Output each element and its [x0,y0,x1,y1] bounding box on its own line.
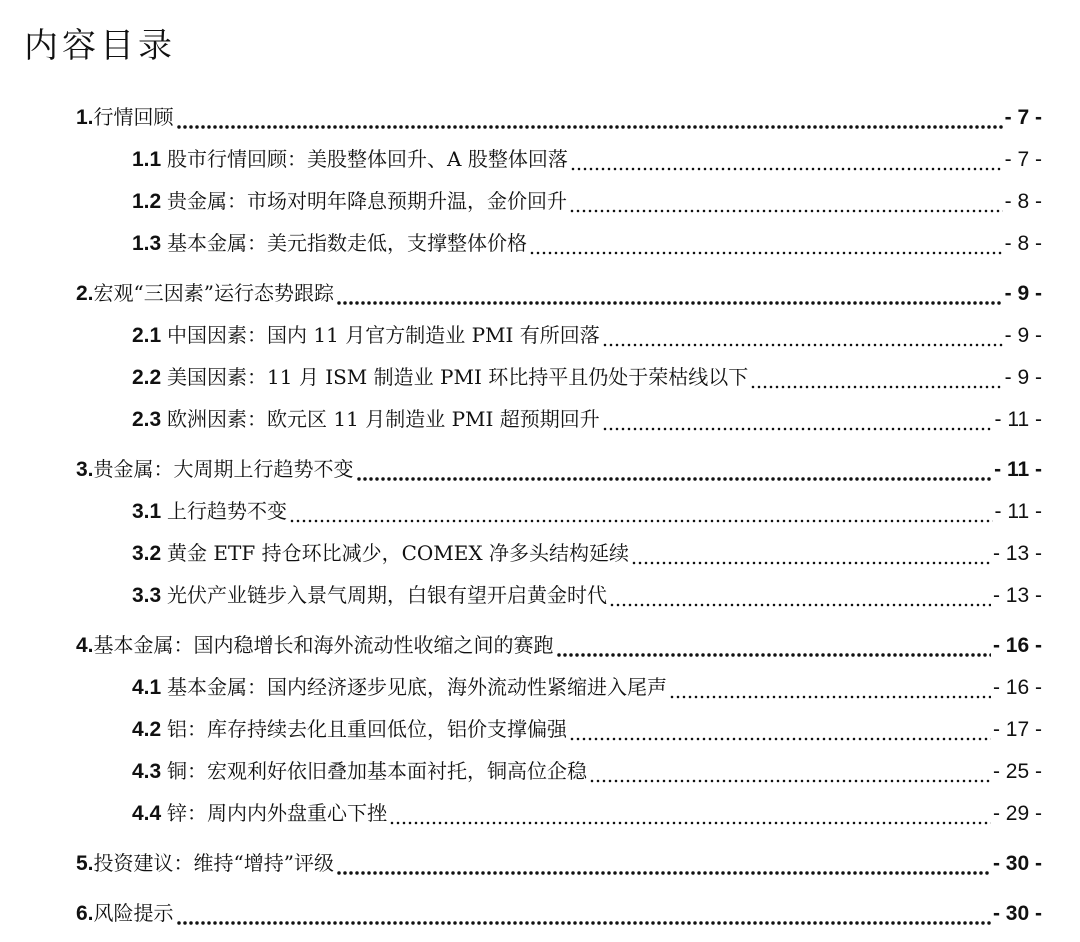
dot-leader [589,771,991,784]
toc-entry-title: 风险提示 [93,901,174,925]
toc-entry-page-number: - 11 - [994,458,1042,481]
toc-entry-number: 4.1 [132,676,162,699]
dot-leader [602,335,1003,348]
toc-entry-page-number: - 8 - [1004,190,1042,213]
toc-entry-subsection[interactable] [76,222,1042,264]
toc-entry-page-number: - 7 - [1004,106,1042,129]
toc-section [76,448,1042,616]
toc-entry-page-number: - 16 - [992,634,1042,657]
toc-entry-page-number: - 29 - [992,802,1042,825]
toc-entry-title: 光伏产业链步入景气周期，白银有望开启黄金时代 [167,583,608,607]
toc-section [76,96,1042,264]
dot-leader [529,243,1003,256]
toc-entry-title: 股市行情回顾：美股整体回升、A 股整体回落 [167,147,568,171]
dot-leader [602,419,993,432]
toc-entry-number: 4.3 [132,760,162,783]
toc-entry-number: 2. [76,282,94,305]
dot-leader [289,511,992,524]
toc-entry-title: 铜：宏观利好依旧叠加基本面衬托，铜高位企稳 [167,759,588,783]
toc-entry-subsection[interactable] [76,138,1042,180]
dot-leader [389,813,991,826]
toc-entry-title: 贵金属：市场对明年降息预期升温，金价回升 [167,189,568,213]
toc-section [76,842,1042,884]
toc-section [76,624,1042,834]
dot-leader [750,377,1002,390]
toc-entry-page-number: - 25 - [992,760,1042,783]
toc-entry-number: 4. [76,634,94,657]
toc-entry-page-number: - 13 - [992,584,1042,607]
toc-entry-title: 贵金属：大周期上行趋势不变 [93,457,354,481]
toc-entry-page-number: - 17 - [992,718,1042,741]
toc-entry-title: 中国因素：国内 11 月官方制造业 PMI 有所回落 [167,323,600,347]
toc-entry-number: 1.1 [132,148,162,171]
toc-entry-page-number: - 11 - [994,408,1042,431]
toc-entry-page-number: - 13 - [992,542,1042,565]
toc-entry-page-number: - 7 - [1004,148,1042,171]
toc-entry-number: 5. [76,852,94,875]
toc-entry-subsection[interactable] [76,398,1042,440]
toc-entry-number: 4.2 [132,718,162,741]
toc-entry-title: 基本金属：国内经济逐步见底，海外流动性紧缩进入尾声 [167,675,668,699]
page-title: 内容目录 [24,26,176,66]
dot-leader [569,729,991,742]
dot-leader [176,117,1003,130]
toc-entry-title: 行情回顾 [93,105,174,129]
toc-entry-title: 基本金属：美元指数走低，支撑整体价格 [167,231,528,255]
toc-entry-title: 上行趋势不变 [167,499,288,523]
toc-entry-number: 2.2 [132,366,162,389]
toc-entry-number: 4.4 [132,802,162,825]
table-of-contents [76,96,1042,942]
toc-entry-title: 美国因素：11 月 ISM 制造业 PMI 环比持平且仍处于荣枯线以下 [167,365,749,389]
toc-entry-chapter[interactable] [76,624,1042,666]
toc-entry-page-number: - 9 - [1004,324,1042,347]
toc-entry-number: 3. [76,458,94,481]
toc-entry-subsection[interactable] [76,180,1042,222]
toc-entry-number: 1. [76,106,94,129]
toc-entry-subsection[interactable] [76,574,1042,616]
toc-entry-number: 2.1 [132,324,162,347]
toc-entry-page-number: - 8 - [1004,232,1042,255]
toc-entry-subsection[interactable] [76,666,1042,708]
toc-entry-subsection[interactable] [76,314,1042,356]
toc-entry-title: 欧洲因素：欧元区 11 月制造业 PMI 超预期回升 [167,407,600,431]
toc-entry-number: 1.2 [132,190,162,213]
toc-entry-subsection[interactable] [76,532,1042,574]
toc-section [76,272,1042,440]
dot-leader [556,645,991,658]
toc-entry-title: 投资建议：维持“增持”评级 [93,851,334,875]
toc-entry-chapter[interactable] [76,842,1042,884]
toc-entry-page-number: - 30 - [992,902,1042,925]
dot-leader [609,595,991,608]
dot-leader [569,201,1003,214]
toc-entry-subsection[interactable] [76,490,1042,532]
dot-leader [336,863,991,876]
toc-entry-number: 3.3 [132,584,162,607]
toc-entry-number: 1.3 [132,232,162,255]
dot-leader [570,159,1003,172]
toc-entry-page-number: - 9 - [1004,282,1042,305]
toc-entry-title: 锌：周内内外盘重心下挫 [167,801,388,825]
toc-entry-chapter[interactable] [76,96,1042,138]
toc-entry-page-number: - 16 - [992,676,1042,699]
dot-leader [356,469,993,482]
toc-entry-page-number: - 11 - [994,500,1042,523]
dot-leader [631,553,991,566]
dot-leader [336,293,1003,306]
toc-section [76,892,1042,934]
toc-entry-title: 铝：库存持续去化且重回低位，铝价支撑偏强 [167,717,568,741]
toc-entry-title: 基本金属：国内稳增长和海外流动性收缩之间的赛跑 [93,633,554,657]
toc-entry-number: 2.3 [132,408,162,431]
toc-entry-number: 3.2 [132,542,162,565]
toc-entry-subsection[interactable] [76,792,1042,834]
toc-entry-subsection[interactable] [76,356,1042,398]
toc-entry-page-number: - 30 - [992,852,1042,875]
toc-entry-number: 3.1 [132,500,162,523]
toc-entry-chapter[interactable] [76,272,1042,314]
toc-entry-subsection[interactable] [76,708,1042,750]
toc-entry-number: 6. [76,902,94,925]
toc-entry-title: 黄金 ETF 持仓环比减少，COMEX 净多头结构延续 [167,541,629,565]
dot-leader [176,913,991,926]
toc-entry-chapter[interactable] [76,892,1042,934]
dot-leader [669,687,991,700]
toc-entry-subsection[interactable] [76,750,1042,792]
toc-entry-page-number: - 9 - [1004,366,1042,389]
toc-entry-chapter[interactable] [76,448,1042,490]
toc-entry-title: 宏观“三因素”运行态势跟踪 [93,281,334,305]
